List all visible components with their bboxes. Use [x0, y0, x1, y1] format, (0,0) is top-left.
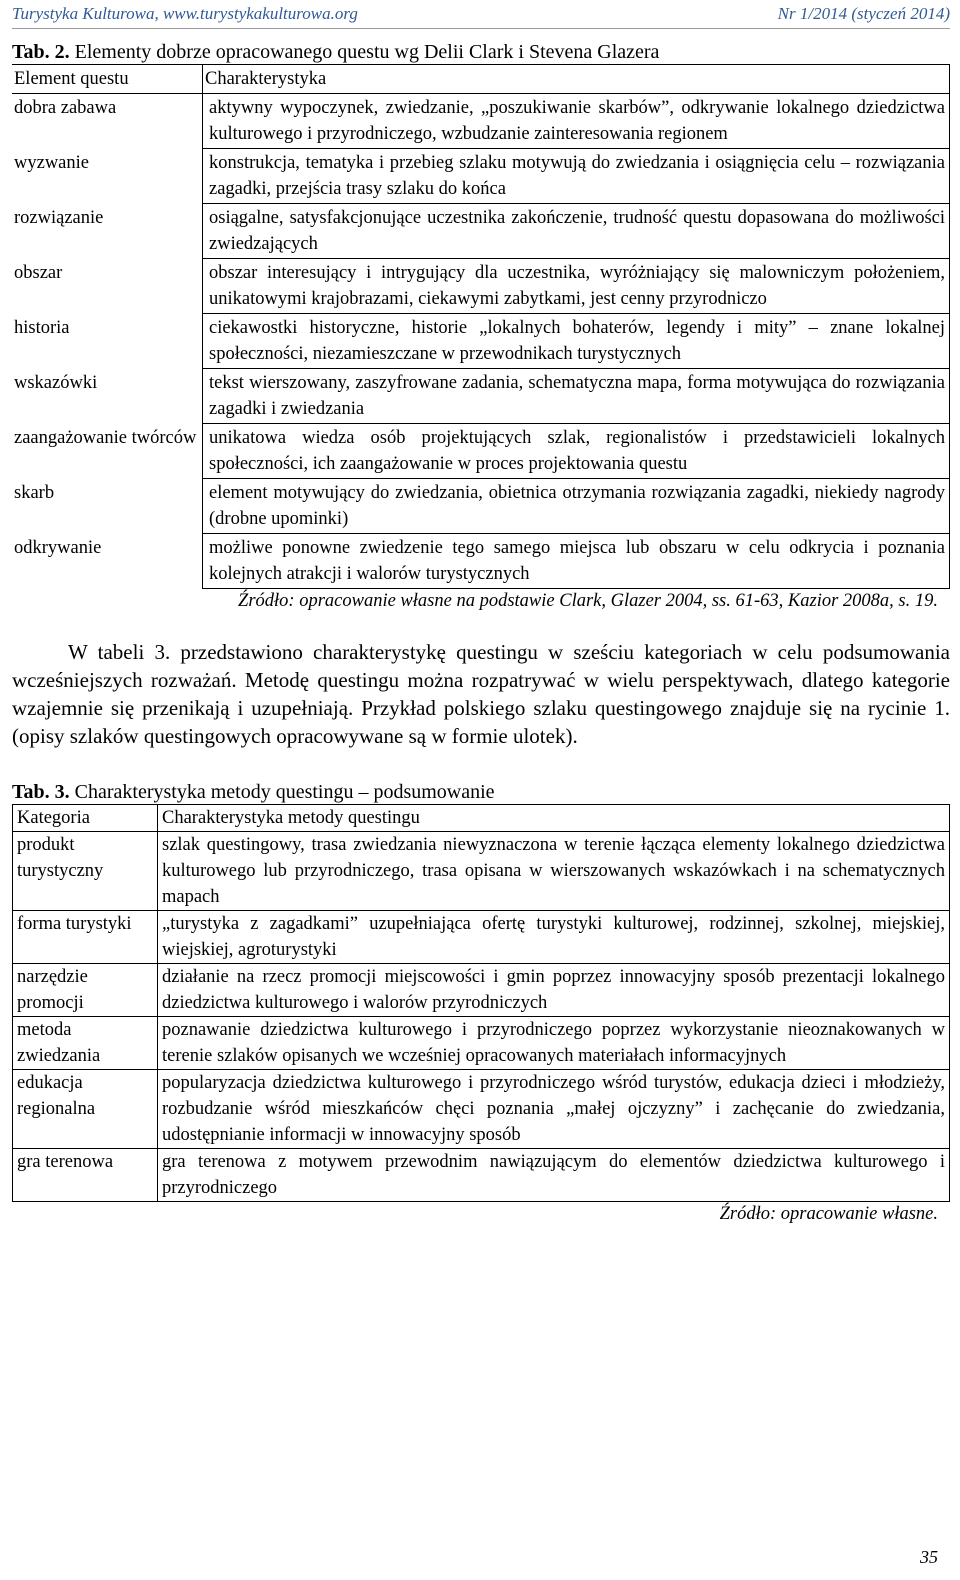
page-number: 35 — [920, 1547, 938, 1567]
table3-header-characteristics: Charakterystyka metody questingu — [158, 805, 950, 832]
table-row — [13, 911, 950, 964]
table-row — [12, 424, 950, 479]
table2-desc-cell: możliwe ponowne zwiedzenie tego samego miejsca lub obszaru w celu odkrycia i poznania kolejnych atrakcji i walorów turystycznych — [203, 534, 950, 589]
table-row — [12, 314, 950, 369]
table3-category-cell: gra terenowa — [13, 1149, 158, 1202]
table2-desc-cell: element motywujący do zwiedzania, obietnica otrzymania rozwiązania zagadki, niekiedy nagrody (drobne upominki) — [203, 479, 950, 534]
table2-element-cell: obszar — [14, 262, 63, 283]
table3-desc-cell: gra terenowa z motywem przewodnim nawiązującym do elementów dziedzictwa kulturowego i przyrodniczego — [158, 1149, 950, 1202]
document-page — [12, 0, 950, 1225]
table-row — [13, 832, 950, 911]
table-row — [12, 534, 950, 589]
table-row — [12, 259, 950, 314]
table3 — [12, 804, 950, 1202]
table3-label: Tab. 3. — [12, 781, 70, 803]
table2-caption — [12, 40, 950, 64]
running-header — [12, 0, 950, 29]
table3-category-cell: metoda zwiedzania — [13, 1017, 158, 1070]
table2-label: Tab. 2. — [12, 41, 70, 63]
table2-desc-cell: konstrukcja, tematyka i przebieg szlaku motywują do zwiedzania i osiągnięcia celu – rozwiązania zagadki, przejścia trasy szlaku do końca — [203, 149, 950, 204]
table2-title: Elementy dobrze opracowanego questu wg Delii Clark i Stevena Glazera — [74, 41, 660, 63]
table2-desc-cell: aktywny wypoczynek, zwiedzanie, „poszukiwanie skarbów”, odkrywanie lokalnego dziedzictwa kulturowego i przyrodniczego, wzbudzanie zainteresowania regionem — [203, 94, 950, 149]
table-row — [12, 149, 950, 204]
table2-desc-cell: ciekawostki historyczne, historie „lokalnych bohaterów, legendy i mity” – znane lokalnej społeczności, niezamieszczane w przewodnikach turystycznych — [203, 314, 950, 369]
table2-desc-cell: osiągalne, satysfakcjonujące uczestnika zakończenie, trudność questu dopasowana do możliwości zwiedzających — [203, 204, 950, 259]
table2-element-cell: rozwiązanie — [14, 207, 104, 228]
table3-desc-cell: „turystyka z zagadkami” uzupełniająca ofertę turystyki kulturowej, rodzinnej, szkolnej, miejskiej, wiejskiej, agroturystyki — [158, 911, 950, 964]
table2-element-cell: zaangażowanie twórców — [14, 427, 197, 448]
table-row — [12, 369, 950, 424]
table2-desc-cell: unikatowa wiedza osób projektujących szlak, regionalistów i przedstawicieli lokalnych społeczności, ich zaangażowanie w proces projektowania questu — [203, 424, 950, 479]
table-row — [12, 479, 950, 534]
table3-title: Charakterystyka metody questingu – podsumowanie — [74, 781, 495, 803]
table2-desc-cell: tekst wierszowany, zaszyfrowane zadania, schematyczna mapa, forma motywująca do rozwiązania zagadki i zwiedzania — [203, 369, 950, 424]
table2-header-row — [12, 65, 950, 94]
body-paragraph: W tabeli 3. przedstawiono charakterystykę questingu w sześciu kategoriach w celu podsumowania wcześniejszych rozważań. Metodę questingu można rozpatrywać w wielu perspektywach, dlatego kategorie wzajemnie się przenikają i uzupełniają. Przykład polskiego szlaku questingowego znajduje się na rycinie 1. (opisy szlaków questingowych opracowywane są w formie ulotek). — [12, 640, 950, 748]
table2-source: Źródło: opracowanie własne na podstawie Clark, Glazer 2004, ss. 61-63, Kazior 2008a, s. 19. — [238, 591, 938, 611]
table2-desc-cell: obszar interesujący i intrygujący dla uczestnika, wyróżniający się malowniczym położeniem, unikatowymi krajobrazami, ciekawymi zabytkami, jest cenny przyrodniczo — [203, 259, 950, 314]
table-row — [13, 1070, 950, 1149]
table2-element-cell: wskazówki — [14, 372, 98, 393]
header-journal: Turystyka Kulturowa, www.turystykakulturowa.org — [12, 4, 358, 23]
table3-desc-cell: popularyzacja dziedzictwa kulturowego i przyrodniczego wśród turystów, edukacja dzieci i młodzieży, rozbudzanie wśród mieszkańców chęci poznania „małej ojczyzny” i zachęcanie do zwiedzania, udostępnianie informacji w innowacyjny sposób — [158, 1070, 950, 1149]
table2-header-element: Element questu — [12, 65, 203, 94]
table3-category-cell: narzędzie promocji — [13, 964, 158, 1017]
table-row — [12, 94, 950, 149]
table2 — [12, 64, 950, 589]
table3-desc-cell: poznawanie dziedzictwa kulturowego i przyrodniczego poprzez wykorzystanie nieoznakowanych w terenie szlaków opisanych we wcześniej opracowanych materiałach informacyjnych — [158, 1017, 950, 1070]
table2-element-cell: skarb — [14, 482, 55, 503]
table2-header-characteristics: Charakterystyka — [203, 65, 950, 94]
table3-category-cell: forma turystyki — [13, 911, 158, 964]
table2-element-cell: odkrywanie — [14, 537, 102, 558]
table3-desc-cell: szlak questingowy, trasa zwiedzania niewyznaczona w terenie łącząca elementy lokalnego dziedzictwa kulturowego lub przyrodniczego, trasa opisana w wierszowanych wskazówkach i na schematycznych mapach — [158, 832, 950, 911]
table3-category-cell: produkt turystyczny — [13, 832, 158, 911]
table2-element-cell: dobra zabawa — [14, 98, 117, 118]
table2-element-cell: wyzwanie — [14, 152, 89, 173]
table-row — [13, 1149, 950, 1202]
table-row — [13, 1017, 950, 1070]
table-row — [12, 204, 950, 259]
table3-header-category: Kategoria — [13, 805, 158, 832]
table3-caption — [12, 780, 950, 804]
header-issue: Nr 1/2014 (styczeń 2014) — [777, 4, 950, 23]
table-row — [13, 964, 950, 1017]
table2-element-cell: historia — [14, 317, 70, 338]
table3-desc-cell: działanie na rzecz promocji miejscowości i gmin poprzez innowacyjny sposób prezentacji lokalnego dziedzictwa kulturowego i walorów przyrodniczych — [158, 964, 950, 1017]
table3-source: Źródło: opracowanie własne. — [719, 1204, 938, 1224]
table3-category-cell: edukacja regionalna — [13, 1070, 158, 1149]
table3-header-row — [13, 805, 950, 832]
